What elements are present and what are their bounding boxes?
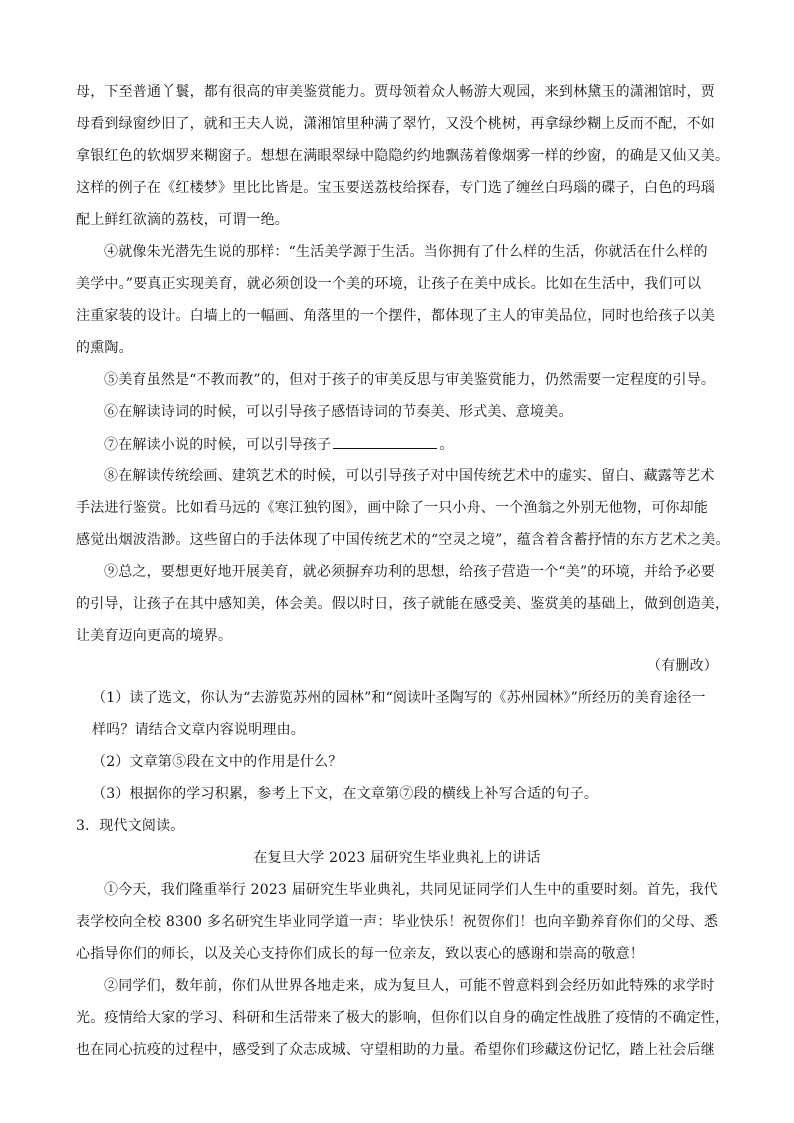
paragraph-6: ⑥在解读诗词的时候，可以引导孩子感悟诗词的节奏美、形式美、意境美。 (104, 404, 573, 420)
paragraph-7-end: 。 (439, 437, 454, 453)
paragraph-line: 注重家装的设计。白墙上的一幅画、角落里的一个摆件，都体现了主人的审美品位，同时也给孩子以美 (76, 308, 715, 324)
paragraph-9-start: ⑨总之，要想更好地开展美育，就必须摒弃功利的思想，给孩子营造一个“美”的环境，并给予必要 (104, 564, 716, 580)
paragraph-7 (104, 434, 716, 455)
question-3: （3）根据你的学习积累，参考上下文，在文章第⑦段的横线上补写合适的句子。 (92, 786, 599, 802)
paragraph-line: 表学校向全校 8300 多名研究生毕业同学道一声：毕业快乐！祝贺你们！也向辛勤养育你们的父母、悉 (76, 914, 719, 930)
paragraph-line: 美学中。”要真正实现美育，就必须创设一个美的环境，让孩子在美中成长。比如在生活中，我们可以 (76, 276, 702, 292)
question-1: （1）读了选文，你认为“去游览苏州的园林”和“阅读叶圣陶写的《苏州园林》”所经历的美育途径一 (92, 690, 706, 706)
paragraph-line: 心指导你们的师长，以及关心支持你们成长的每一位亲友，致以衷心的感谢和崇高的敬意！ (76, 946, 644, 962)
paragraph-line: 的引导，让孩子在其中感知美，体会美。假以时日，孩子就能在感受美、鉴赏美的基础上，做到创造美， (76, 596, 730, 612)
article-title: 在复旦大学 2023 届研究生毕业典礼上的讲话 (253, 850, 541, 866)
paragraph-line: 配上鲜红欲滴的荔枝，可谓一绝。 (76, 212, 289, 228)
paragraph-line: 母，下至普通丫鬟，都有很高的审美鉴赏能力。贾母领着众人畅游大观园，来到林黛玉的潇湘馆时，贾 (76, 84, 715, 100)
paragraph-7-text: ⑦在解读小说的时候，可以引导孩子 (104, 437, 332, 453)
paragraph-line: 感觉出烟波浩渺。这些留白的手法体现了中国传统艺术的“空灵之境”，蕴含着含蓄抒情的东方艺术之美。 (76, 532, 730, 548)
question-2: （2）文章第⑤段在文中的作用是什么？ (92, 754, 343, 770)
paragraph-line: 光。疫情给大家的学习、科研和生活带来了极大的影响，但你们以自身的确定性战胜了疫情的不确定性， (76, 1010, 730, 1026)
paragraph-8-start: ⑧在解读传统绘画、建筑艺术的时候，可以引导孩子对中国传统艺术中的虚实、留白、藏露等艺术 (104, 468, 715, 484)
paragraph-5: ⑤美育虽然是“不教而教”的，但对于孩子的审美反思与审美鉴赏能力，仍然需要一定程度的引导。 (104, 372, 716, 388)
fill-in-blank (333, 434, 437, 449)
paragraph-line: 拿银红色的软烟罗来糊窗子。想想在满眼翠绿中隐隐约约地飘荡着像烟雾一样的纱窗，的确是又仙又美。 (76, 148, 730, 164)
paragraph-line: 的熏陶。 (76, 340, 133, 356)
edited-note: （有删改） (647, 658, 718, 674)
question-1-cont: 样吗？请结合文章内容说明理由。 (92, 722, 305, 738)
paragraph-line: 也在同心抗疫的过程中，感受到了众志成城、守望相助的力量。希望你们珍藏这份记忆，踏上社会后继 (76, 1042, 715, 1058)
article-paragraph-1-start: ①今天，我们隆重举行 2023 届研究生毕业典礼，共同见证同学们人生中的重要时刻。首先，我代 (104, 882, 718, 898)
paragraph-line: 母看到绿窗纱旧了，就和王夫人说，潇湘馆里种满了翠竹，又没个桃树，再拿绿纱糊上反而不配，不如 (76, 116, 715, 132)
paragraph-line: 让美育迈向更高的境界。 (76, 628, 233, 644)
paragraph-line: 这样的例子在《红楼梦》里比比皆是。宝玉要送荔枝给探春，专门选了缠丝白玛瑙的碟子，白色的玛瑙 (76, 180, 715, 196)
paragraph-4-start: ④就像朱光潜先生说的那样：“生活美学源于生活。当你拥有了什么样的生活，你就活在什么样的 (104, 244, 708, 260)
paragraph-line: 手法进行鉴赏。比如看马远的《寒江独钓图》，画中除了一只小舟、一个渔翁之外别无他物，可你却能 (76, 500, 708, 516)
section-heading: 3．现代文阅读。 (76, 818, 185, 834)
article-paragraph-2-start: ②同学们，数年前，你们从世界各地走来，成为复旦人，可能不曾意料到会经历如此特殊的求学时 (104, 978, 715, 994)
